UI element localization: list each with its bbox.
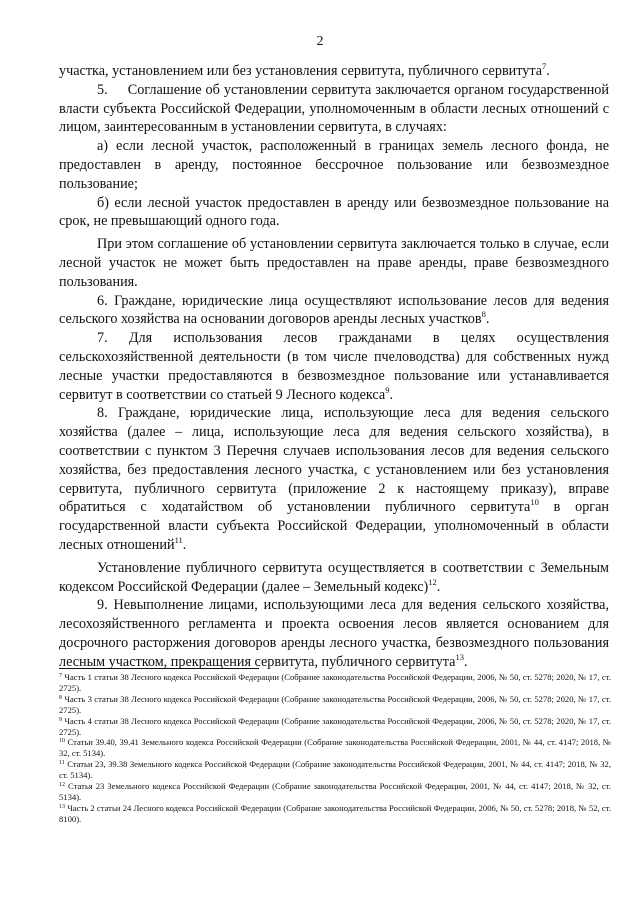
footnote-text: Часть 3 статьи 38 Лесного кодекса Российской Федерации (Собрание законодательства Российской Федерации, 2006, № 50, ст. 5278; 2020, № 17, ст. 2725). bbox=[59, 693, 611, 715]
paragraph-text: 8. Граждане, юридические лица, использующие леса для ведения сельского хозяйства (далее – лица, использующие леса для ведения сельского хозяйства), в соответствии с пунктом 3 Перечня случаев использования лесов для ведения сельского хозяйства, без предоставления лесного участка, с установлением или без установления сервитута, публичного сервитута (приложение 2 к настоящему приказу), вправе обратиться с ходатайством об установлении публичного сервитута bbox=[59, 405, 609, 516]
footnote-ref[interactable]: 10 bbox=[530, 497, 539, 508]
footnote-mark: 7 bbox=[59, 673, 62, 679]
footnote-mark: 8 bbox=[59, 694, 62, 701]
paragraph-text: 7. Для использования лесов гражданами в целях осуществления сельскохозяйственной деятельности (в том числе пчеловодства) для собственных нужд лесные участки предоставляются в безвозмездное пользование или устанавливается сервитут в соответствии со статьей 9 Лесного кодекса bbox=[59, 330, 609, 403]
footnote-item bbox=[59, 694, 611, 716]
footnote-ref[interactable]: 12 bbox=[428, 576, 437, 587]
paragraph-9 bbox=[59, 596, 609, 671]
paragraph-text: 5. Соглашение об установлении сервитута заключается органом государственной власти субъекта Российской Федерации, уполномоченным в области лесных отношений с лицом, заинтересованным в установлении сервитута, в случаях: bbox=[59, 81, 609, 136]
paragraph-text: 9. Невыполнение лицами, использующими леса для ведения сельского хозяйства, лесохозяйственного регламента и проекта освоения лесов является основанием для досрочного расторжения договоров аренды лесного участка, безвозмездного пользования лесным участком, прекращения сервитута, публичного сервитута bbox=[59, 597, 609, 670]
body-text bbox=[59, 62, 609, 672]
footnote-item bbox=[59, 716, 611, 738]
paragraph-tail: . bbox=[389, 386, 393, 403]
paragraph-5a bbox=[59, 137, 609, 193]
footnote-ref[interactable]: 11 bbox=[174, 534, 183, 545]
footnote-mark: 13 bbox=[59, 803, 65, 810]
footnote-item bbox=[59, 737, 611, 759]
footnote-item bbox=[59, 781, 611, 803]
paragraph-note bbox=[59, 235, 609, 291]
footnote-mark: 9 bbox=[59, 716, 62, 723]
paragraph-tail: . bbox=[436, 578, 441, 595]
footnote-item bbox=[59, 803, 611, 825]
paragraph-5b bbox=[59, 194, 609, 232]
paragraph-5 bbox=[59, 81, 609, 137]
paragraph-text: Установление публичного сервитута осуществляется в соответствии с Земельным кодексом Российской Федерации (далее – Земельный кодекс) bbox=[59, 559, 609, 595]
page-number: 2 bbox=[316, 34, 324, 49]
footnote-text: Часть 1 статьи 38 Лесного кодекса Российской Федерации (Собрание законодательства Российской Федерации, 2006, № 50, ст. 5278; 2020, № 17, ст. 2725). bbox=[59, 672, 611, 693]
footnote-ref[interactable]: 9 bbox=[385, 384, 390, 395]
footnote-text: Часть 4 статьи 38 Лесного кодекса Российской Федерации (Собрание законодательства Российской Федерации, 2006, № 50, ст. 5278; 2020, № 17, ст. 2725). bbox=[59, 715, 611, 737]
footnote-text: Статья 23 Земельного кодекса Российской Федерации (Собрание законодательства Российской Федерации, 2001, № 44, ст. 4147; 2018, № 32, ст. 5134). bbox=[59, 781, 611, 802]
paragraph-continuation bbox=[59, 62, 609, 81]
footnote-mark: 12 bbox=[59, 782, 65, 789]
paragraph-6 bbox=[59, 292, 609, 330]
footnote-mark: 11 bbox=[59, 760, 65, 767]
paragraph-tail: . bbox=[463, 653, 468, 670]
footnote-item bbox=[59, 672, 611, 694]
footnote-divider bbox=[59, 668, 259, 669]
footnote-mark: 10 bbox=[59, 738, 65, 745]
footnote-ref[interactable]: 7 bbox=[542, 61, 547, 71]
paragraph-text: участка, установлением или без установления сервитута, публичного сервитута bbox=[59, 63, 543, 79]
paragraph-tail: . bbox=[182, 536, 187, 553]
footnote-text: Статьи 23, 39.38 Земельного кодекса Российской Федерации (Собрание законодательства Российской Федерации, 2001, № 44, ст. 4147; 2018, № 32, ст. 5134). bbox=[59, 759, 611, 781]
paragraph-public-servitude bbox=[59, 559, 609, 597]
footnotes bbox=[59, 672, 611, 825]
footnote-text: Часть 2 статьи 24 Лесного кодекса Российской Федерации (Собрание законодательства Российской Федерации, 2006, № 50, ст. 5278; 2018, № 52, ст. 8100). bbox=[59, 802, 612, 824]
paragraph-text-2: в орган государственной власти субъекта Российской Федерации, уполномоченный в области лесных отношений bbox=[59, 499, 609, 553]
paragraph-8 bbox=[59, 404, 609, 554]
footnote-item bbox=[59, 759, 611, 781]
paragraph-text: При этом соглашение об установлении сервитута заключается только в случае, если лесной участок не может быть предоставлен на праве аренды, праве безвозмездного пользования. bbox=[59, 236, 609, 290]
paragraph-tail: . bbox=[546, 63, 550, 79]
footnote-text: Статьи 39.40, 39.41 Земельного кодекса Российской Федерации (Собрание законодательства Российской Федерации, 2001, № 44, ст. 4147; 2018, № 32, ст. 5134). bbox=[59, 737, 611, 759]
paragraph-tail: . bbox=[485, 311, 490, 328]
paragraph-text: а) если лесной участок, расположенный в границах земель лесного фонда, не предоставлен в аренду, постоянное бессрочное пользование или безвозмездное пользование; bbox=[59, 138, 609, 192]
footnote-ref[interactable]: 13 bbox=[455, 651, 464, 662]
paragraph-text: б) если лесной участок предоставлен в аренду или безвозмездное пользование на срок, не превышающий одного года. bbox=[59, 194, 609, 230]
footnote-ref[interactable]: 8 bbox=[481, 309, 486, 320]
paragraph-text: 6. Граждане, юридические лица осуществляют использование лесов для ведения сельского хозяйства на основании договоров аренды лесных участков bbox=[59, 292, 609, 328]
paragraph-7 bbox=[59, 329, 609, 404]
